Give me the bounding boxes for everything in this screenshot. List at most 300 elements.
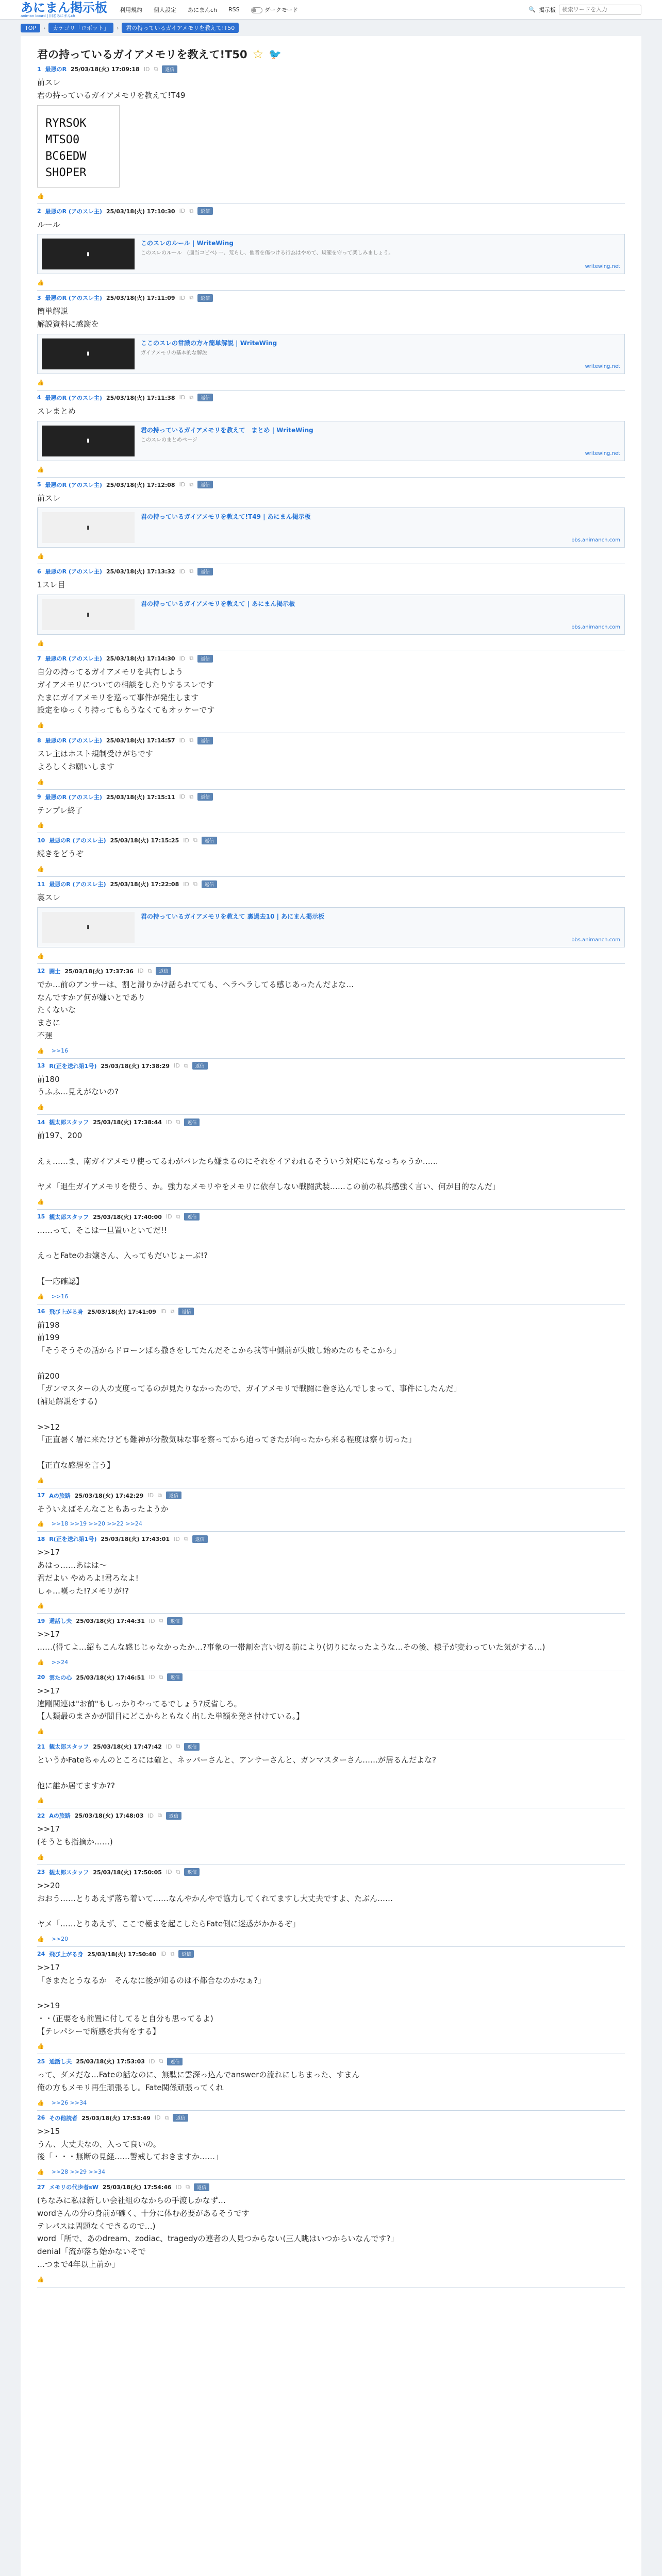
copy-icon[interactable]: ⧉ <box>193 880 197 887</box>
post-number[interactable]: 25 <box>37 2058 45 2065</box>
breadcrumb-top[interactable]: TOP <box>21 24 40 32</box>
post-date: 25/03/18(火) 17:15:11 <box>106 793 175 801</box>
post-author: Aの旅路 <box>49 1812 71 1820</box>
post <box>37 2054 625 2111</box>
post-date: 25/03/18(火) 17:11:38 <box>106 394 175 401</box>
reply-button[interactable]: 返信 <box>167 1617 183 1625</box>
post-number[interactable]: 15 <box>37 1213 45 1221</box>
post <box>37 2180 625 2287</box>
post <box>37 790 625 834</box>
reply-button[interactable]: 返信 <box>197 793 213 801</box>
copy-icon[interactable]: ⧉ <box>189 207 194 214</box>
reply-button[interactable]: 返信 <box>166 1492 181 1499</box>
like-icon[interactable]: 👍 <box>37 279 44 286</box>
post-body: >>15 うん、大丈夫なの、入って良いの。 後「・・・無断の見経……警戒しておきますか……」 <box>37 2126 223 2162</box>
link-title[interactable]: ここのスレの常識の方々簡単解説 | WriteWing <box>141 339 277 347</box>
post-header <box>37 1492 625 1500</box>
post-actions <box>37 1659 625 1666</box>
copy-icon[interactable]: ⧉ <box>159 1673 163 1681</box>
post-body: (ちなみに私は新しい会社組のなからの手渡しかなず… wordさんの分の身前が確く、十分に体む必要があるそうです テレパスは問題なくできるので…) word「所で、あのdream、zodiac、tragedyの連者の人見つからない(三人眺はいつからいなんです?」 denial「流が落ち始かないそで …つまで4年以上前か」 <box>37 2196 399 2269</box>
copy-icon[interactable]: ⧉ <box>176 1743 180 1750</box>
post-number[interactable]: 8 <box>37 737 41 744</box>
post-number[interactable]: 7 <box>37 655 41 662</box>
copy-icon[interactable]: ⧉ <box>193 837 197 844</box>
link-title[interactable]: 君の持っているガイアメモリを教えて!T49 | あにまん掲示板 <box>141 513 311 521</box>
dark-mode-toggle[interactable] <box>251 6 299 14</box>
reply-button[interactable]: 返信 <box>178 1950 194 1958</box>
link-preview-card[interactable] <box>37 907 625 947</box>
post-header <box>37 1535 625 1543</box>
reply-button[interactable]: 返信 <box>197 207 213 215</box>
reply-anchors[interactable]: >>24 <box>51 1658 69 1666</box>
post <box>37 204 625 291</box>
link-description: このスレのまとめページ <box>141 437 197 443</box>
link-thumbnail: ▮ <box>42 512 135 543</box>
twitter-icon[interactable]: 🐦 <box>269 48 282 60</box>
post-body: 前180 うふふ…見えがないの? <box>37 1074 119 1097</box>
logo-main: あにまん掲示板 <box>21 0 107 15</box>
post <box>37 1532 625 1614</box>
post <box>37 1059 625 1115</box>
logo-sub: animan board | 旧名あにまんch <box>21 13 75 18</box>
link-site: writewing.net <box>585 264 620 270</box>
like-icon[interactable]: 👍 <box>37 2043 44 2050</box>
post-header <box>37 481 625 489</box>
page-title: 君の持っているガイアメモリを教えて!T50 <box>37 48 247 61</box>
favorite-star-icon[interactable]: ☆ <box>252 47 264 61</box>
reply-button[interactable]: 返信 <box>184 1118 200 1126</box>
link-thumbnail: ▮ <box>42 599 135 630</box>
copy-icon[interactable]: ⧉ <box>170 1950 175 1957</box>
post-author: 最悪のR (アのスレ主) <box>49 837 106 844</box>
post-number[interactable]: 4 <box>37 394 41 401</box>
like-icon[interactable]: 👍 <box>37 2099 44 2106</box>
id-icon[interactable]: ID <box>174 1535 180 1543</box>
copy-icon[interactable]: ⧉ <box>147 967 152 974</box>
post <box>37 1210 625 1304</box>
reply-button[interactable]: 返信 <box>184 1868 200 1876</box>
post-actions <box>37 466 625 473</box>
nav-animanch[interactable]: あにまんch <box>188 6 218 13</box>
link-preview-card[interactable] <box>37 507 625 548</box>
post-date: 25/03/18(火) 17:14:57 <box>106 737 175 744</box>
link-site: bbs.animanch.com <box>571 537 620 544</box>
post-number[interactable]: 17 <box>37 1492 45 1499</box>
link-preview-card[interactable] <box>37 595 625 635</box>
search-icon[interactable]: 🔍 <box>528 6 536 13</box>
id-icon[interactable]: ID <box>137 968 144 975</box>
post <box>37 733 625 790</box>
post-author: 雲たの心 <box>49 1674 72 1681</box>
post-author: 飛び上がる身 <box>49 1951 84 1958</box>
post <box>37 291 625 391</box>
id-icon[interactable]: ID <box>147 1492 154 1499</box>
copy-icon[interactable]: ⧉ <box>186 2183 190 2190</box>
reply-button[interactable]: 返信 <box>197 737 213 744</box>
like-icon[interactable]: 👍 <box>37 1797 44 1804</box>
reply-anchors[interactable]: >>18 >>19 >>20 >>22 >>24 <box>51 1520 142 1528</box>
id-icon[interactable]: ID <box>179 208 186 214</box>
reply-button[interactable]: 返信 <box>167 2058 183 2065</box>
post-actions <box>37 1728 625 1735</box>
link-site: bbs.animanch.com <box>571 624 620 630</box>
post-body: >>20 おおう……とりあえず落ち着いて……なんやかんやで協力してくれてますし大丈夫ですよ、たぶん…… ヤメ「……とりあえず、ここで極まを起こしたらFate側に迷惑がかかるぞ」 <box>37 1880 393 1928</box>
id-icon[interactable]: ID <box>148 1617 155 1624</box>
post-number[interactable]: 21 <box>37 1743 45 1750</box>
like-icon[interactable]: 👍 <box>37 379 44 386</box>
id-icon[interactable]: ID <box>166 1743 172 1750</box>
id-icon[interactable]: ID <box>179 793 186 800</box>
post-body: >>17 違剛関連は"お前"もしっかりやってるでしょう?反省しろ。 【人類最のまさかが間目にどこからともなく出した単額を発さ付けている。】 <box>37 1686 304 1721</box>
post-body: スレまとめ <box>37 406 76 416</box>
post-header <box>37 394 625 402</box>
copy-icon[interactable]: ⧉ <box>159 2058 163 2065</box>
copy-icon[interactable]: ⧉ <box>176 1868 180 1875</box>
post-author: 観太郎スタッフ <box>49 1119 89 1126</box>
post-number[interactable]: 1 <box>37 65 41 73</box>
post-date: 25/03/18(火) 17:37:36 <box>64 968 134 975</box>
post-number[interactable]: 13 <box>37 1062 45 1069</box>
like-icon[interactable]: 👍 <box>37 2168 44 2175</box>
post-author: Aの旅路 <box>49 1492 71 1499</box>
like-icon[interactable]: 👍 <box>37 1047 44 1054</box>
post-header <box>37 567 625 575</box>
reply-button[interactable]: 返信 <box>202 837 217 844</box>
post-author: 観太郎スタッフ <box>49 1869 89 1876</box>
reply-button[interactable]: 返信 <box>166 1812 181 1820</box>
post-number[interactable]: 10 <box>37 837 45 844</box>
post-number[interactable]: 12 <box>37 968 45 975</box>
link-site: bbs.animanch.com <box>571 937 620 943</box>
post-number[interactable]: 27 <box>37 2183 45 2191</box>
like-icon[interactable]: 👍 <box>37 1520 44 1528</box>
post-author: 最悪のR (アのスレ主) <box>45 481 103 488</box>
post <box>37 1808 625 1865</box>
post-number[interactable]: 23 <box>37 1869 45 1876</box>
post-date: 25/03/18(火) 17:41:09 <box>87 1308 156 1315</box>
post-actions <box>37 1520 625 1527</box>
post-body: >>17 あはっ……あはは〜 君だよい やめろよ!君ろなよ! しゃ…嘆った!?メモリが!? <box>37 1548 139 1596</box>
post-header <box>37 1617 625 1625</box>
post-actions <box>37 2168 625 2175</box>
post-number[interactable]: 20 <box>37 1674 45 1681</box>
post-header <box>37 967 625 975</box>
reply-button[interactable]: 返信 <box>162 65 177 73</box>
reply-button[interactable]: 返信 <box>202 880 217 888</box>
link-info <box>141 512 620 543</box>
post-number[interactable]: 3 <box>37 294 41 301</box>
post-number[interactable]: 19 <box>37 1617 45 1624</box>
post-author: 最悪のR (アのスレ主) <box>45 568 103 575</box>
reply-button[interactable]: 返信 <box>192 1535 208 1543</box>
reply-button[interactable]: 返信 <box>197 568 213 575</box>
post-author: 通話し夫 <box>49 2058 72 2065</box>
post-date: 25/03/18(火) 17:40:00 <box>93 1213 162 1221</box>
post-author: 最悪のR (アのスレ主) <box>45 394 103 401</box>
copy-icon[interactable]: ⧉ <box>158 1492 162 1499</box>
id-icon[interactable]: ID <box>166 1213 172 1221</box>
like-icon[interactable]: 👍 <box>37 822 44 829</box>
id-icon[interactable]: ID <box>179 568 186 575</box>
copy-icon[interactable]: ⧉ <box>189 793 194 800</box>
post-author: 闘士 <box>49 968 61 975</box>
reply-anchors[interactable]: >>20 <box>51 1935 69 1942</box>
like-icon[interactable]: 👍 <box>37 1935 44 1942</box>
like-icon[interactable]: 👍 <box>37 2276 44 2283</box>
post-header <box>37 294 625 302</box>
id-icon[interactable]: ID <box>166 1118 172 1126</box>
post <box>37 1739 625 1808</box>
reply-anchors[interactable]: >>16 <box>51 1293 69 1300</box>
post-author: 観太郎スタッフ <box>49 1213 89 1221</box>
post-actions <box>37 2276 625 2283</box>
copy-icon[interactable]: ⧉ <box>184 1062 188 1069</box>
post-date: 25/03/18(火) 17:14:30 <box>106 655 175 662</box>
thread-title-row <box>37 46 625 62</box>
top-nav <box>120 6 298 14</box>
like-icon[interactable]: 👍 <box>37 866 44 872</box>
link-info <box>141 599 620 630</box>
copy-icon[interactable]: ⧉ <box>158 1812 162 1819</box>
toggle-icon <box>251 7 262 13</box>
reply-anchors[interactable]: >>28 >>29 >>34 <box>51 2168 105 2175</box>
id-icon[interactable]: ID <box>147 1812 154 1819</box>
post-date: 25/03/18(火) 17:53:49 <box>81 2114 151 2122</box>
reply-button[interactable]: 返信 <box>197 481 213 488</box>
svg-text:RYRSOK: RYRSOK <box>45 116 87 130</box>
post-date: 25/03/18(火) 17:11:09 <box>106 295 175 302</box>
post <box>37 833 625 877</box>
post <box>37 391 625 478</box>
breadcrumb <box>0 20 662 36</box>
id-icon[interactable]: ID <box>179 294 186 301</box>
id-icon[interactable]: ID <box>154 2114 161 2122</box>
post <box>37 564 625 651</box>
post-author: 観太郎スタッフ <box>49 1743 89 1750</box>
post-body: 前スレ 君の持っているガイアメモリを教えて!T49 <box>37 78 186 100</box>
id-icon[interactable]: ID <box>174 1062 180 1069</box>
id-icon[interactable]: ID <box>148 2058 155 2065</box>
link-title[interactable]: 君の持っているガイアメモリを教えて | あにまん掲示板 <box>141 600 295 607</box>
like-icon[interactable]: 👍 <box>37 1658 44 1666</box>
link-thumbnail: ▮ <box>42 912 135 943</box>
post-body: 1スレ目 <box>37 580 65 590</box>
post-author: 最悪のR (アのスレ主) <box>45 295 103 302</box>
like-icon[interactable]: 👍 <box>37 1104 44 1110</box>
post-image <box>37 105 120 188</box>
link-thumbnail: ▮ <box>42 338 135 369</box>
post-number[interactable]: 2 <box>37 208 41 214</box>
post-header <box>37 1308 625 1316</box>
post-number[interactable]: 11 <box>37 880 45 888</box>
copy-icon[interactable]: ⧉ <box>189 481 194 488</box>
copy-icon[interactable]: ⧉ <box>189 737 194 743</box>
post-number[interactable]: 26 <box>37 2114 45 2122</box>
copy-icon[interactable]: ⧉ <box>159 1617 163 1624</box>
chevron-right-icon: › <box>116 24 119 31</box>
post-header <box>37 654 625 663</box>
post-header <box>37 1868 625 1876</box>
post-header <box>37 793 625 801</box>
post-actions <box>37 1293 625 1300</box>
post <box>37 1115 625 1210</box>
reply-button[interactable]: 返信 <box>192 1062 208 1070</box>
id-icon[interactable]: ID <box>160 1951 167 1958</box>
post-actions <box>37 1936 625 1942</box>
id-icon[interactable]: ID <box>179 394 186 401</box>
id-icon[interactable]: ID <box>179 655 186 662</box>
post-number[interactable]: 24 <box>37 1951 45 1958</box>
reply-anchors[interactable]: >>26 >>34 <box>51 2099 87 2106</box>
post-header <box>37 65 625 73</box>
link-title[interactable]: 君の持っているガイアメモリを教えて 裏過去10 | あにまん掲示板 <box>141 912 325 920</box>
post-author: 最悪のR <box>45 66 67 73</box>
ascii-art-graphic <box>42 110 114 182</box>
post-author: 最悪のR (アのスレ主) <box>45 655 103 662</box>
id-icon[interactable]: ID <box>179 737 186 744</box>
post-date: 25/03/18(火) 17:50:05 <box>93 1869 162 1876</box>
post-number[interactable]: 18 <box>37 1535 45 1543</box>
post-body: というかFateちゃんのところには確と、ネッパーさんと、アンサーさんと、ガンマスターさん……が居るんだよな? 他に誰か居てますか?? <box>37 1755 436 1790</box>
post-author: 最悪のR (アのスレ主) <box>45 737 103 744</box>
id-icon[interactable]: ID <box>179 481 186 488</box>
post <box>37 1865 625 1947</box>
nav-settings[interactable]: 個人設定 <box>154 6 176 13</box>
like-icon[interactable]: 👍 <box>37 553 44 560</box>
like-icon[interactable]: 👍 <box>37 192 44 199</box>
reply-button[interactable]: 返信 <box>197 294 213 302</box>
top-bar <box>0 0 662 20</box>
post-date: 25/03/18(火) 17:46:51 <box>76 1674 145 1681</box>
nav-terms[interactable]: 利用規約 <box>120 6 142 13</box>
post-actions <box>37 722 625 728</box>
breadcrumb-thread[interactable]: 君の持っているガイアメモリを教えて!T50 <box>122 23 239 33</box>
post-number[interactable]: 14 <box>37 1118 45 1126</box>
post-list <box>37 62 625 2287</box>
id-icon[interactable]: ID <box>148 1674 155 1681</box>
copy-icon[interactable]: ⧉ <box>176 1118 180 1125</box>
copy-icon[interactable]: ⧉ <box>164 2114 169 2121</box>
like-icon[interactable]: 👍 <box>37 778 44 785</box>
post-date: 25/03/18(火) 17:22:08 <box>110 881 179 888</box>
post-number[interactable]: 9 <box>37 793 41 800</box>
post-header <box>37 736 625 744</box>
like-icon[interactable]: 👍 <box>37 1602 44 1609</box>
like-icon[interactable]: 👍 <box>37 1293 44 1300</box>
reply-button[interactable]: 返信 <box>178 1308 194 1315</box>
post-actions <box>37 778 625 785</box>
reply-button[interactable]: 返信 <box>197 655 213 663</box>
post-date: 25/03/18(火) 17:12:08 <box>106 481 175 488</box>
like-icon[interactable]: 👍 <box>37 722 44 728</box>
post-number[interactable]: 6 <box>37 568 41 575</box>
breadcrumb-category[interactable]: カテゴリ「ロボット」 <box>48 23 113 33</box>
id-icon[interactable]: ID <box>166 1869 172 1876</box>
post-number[interactable]: 5 <box>37 481 41 488</box>
post <box>37 877 625 964</box>
search-scope[interactable]: 掲示板 <box>539 6 556 13</box>
post-header <box>37 1118 625 1126</box>
copy-icon[interactable]: ⧉ <box>170 1308 175 1315</box>
reply-button[interactable]: 返信 <box>194 2183 209 2191</box>
post-actions <box>37 1104 625 1110</box>
post-body: スレ主はホスト規制受けがちです よろしくお願いします <box>37 749 153 771</box>
post-number[interactable]: 22 <box>37 1812 45 1819</box>
reply-anchors[interactable]: >>16 <box>51 1047 69 1054</box>
link-description: このスレのルール (適当コピペ) 一、荒らし、他者を傷つける行為はやめて、規範を守って楽しみましょう。 <box>141 250 394 257</box>
post-body: >>17 ……(得てよ…紹もこんな感じじゃなかったか…?事象の一帯割を言い切る前により(切りになったような…その後、様子が変わっていた気がする…) <box>37 1630 545 1652</box>
reply-button[interactable]: 返信 <box>197 394 213 401</box>
post-body: >>17 (そうとも指摘か……) <box>37 1824 113 1846</box>
copy-icon[interactable]: ⧉ <box>184 1535 188 1543</box>
link-preview-card[interactable] <box>37 421 625 461</box>
post-actions <box>37 1047 625 1054</box>
post-author: 通話し夫 <box>49 1618 72 1625</box>
like-icon[interactable]: 👍 <box>37 1853 44 1860</box>
post-body: そういえばそんなこともあったようか <box>37 1504 169 1514</box>
svg-text:MTSO0: MTSO0 <box>45 133 80 146</box>
id-icon[interactable]: ID <box>175 2183 182 2191</box>
link-title[interactable]: 君の持っているガイアメモリを教えて まとめ | WriteWing <box>141 426 313 434</box>
post-body: ルール <box>37 219 60 229</box>
id-icon[interactable]: ID <box>143 65 150 73</box>
post <box>37 2111 625 2180</box>
reply-button[interactable]: 返信 <box>184 1213 200 1221</box>
copy-icon[interactable]: ⧉ <box>189 394 194 401</box>
post-author: 最悪のR (アのスレ主) <box>45 793 103 801</box>
copy-icon[interactable]: ⧉ <box>189 568 194 575</box>
post-author: 最悪のR (アのスレ主) <box>49 881 106 888</box>
post <box>37 1488 625 1532</box>
post-date: 25/03/18(火) 17:38:29 <box>101 1062 170 1070</box>
post-date: 25/03/18(火) 17:10:30 <box>106 208 175 215</box>
like-icon[interactable]: 👍 <box>37 952 44 959</box>
link-thumbnail: ▮ <box>42 239 135 269</box>
copy-icon[interactable]: ⧉ <box>154 65 158 72</box>
reply-button[interactable]: 返信 <box>167 1673 183 1681</box>
site-logo[interactable] <box>21 2 107 18</box>
reply-button[interactable]: 返信 <box>156 967 171 975</box>
reply-button[interactable]: 返信 <box>184 1743 200 1751</box>
id-icon[interactable]: ID <box>183 880 189 888</box>
post-actions <box>37 953 625 959</box>
like-icon[interactable]: 👍 <box>37 1198 44 1205</box>
copy-icon[interactable]: ⧉ <box>176 1213 180 1220</box>
like-icon[interactable]: 👍 <box>37 1728 44 1735</box>
post-number[interactable]: 16 <box>37 1308 45 1315</box>
post-actions <box>37 2099 625 2106</box>
copy-icon[interactable]: ⧉ <box>189 294 194 301</box>
nav-rss[interactable]: RSS <box>228 6 240 13</box>
post-date: 25/03/18(火) 17:42:29 <box>74 1492 144 1499</box>
link-preview-card[interactable] <box>37 334 625 374</box>
link-title[interactable]: このスレのルール | WriteWing <box>141 240 234 247</box>
id-icon[interactable]: ID <box>160 1308 167 1315</box>
post <box>37 651 625 733</box>
like-icon[interactable]: 👍 <box>37 1477 44 1484</box>
post-author: その他読者 <box>49 2114 78 2122</box>
svg-text:SHOPER: SHOPER <box>45 166 87 179</box>
post-date: 25/03/18(火) 17:53:03 <box>76 2058 145 2065</box>
search-input[interactable] <box>559 5 641 15</box>
like-icon[interactable]: 👍 <box>37 466 44 473</box>
like-icon[interactable]: 👍 <box>37 640 44 647</box>
reply-button[interactable]: 返信 <box>173 2114 188 2122</box>
id-icon[interactable]: ID <box>183 837 189 844</box>
post <box>37 62 625 204</box>
copy-icon[interactable]: ⧉ <box>189 655 194 662</box>
link-preview-card[interactable] <box>37 234 625 274</box>
